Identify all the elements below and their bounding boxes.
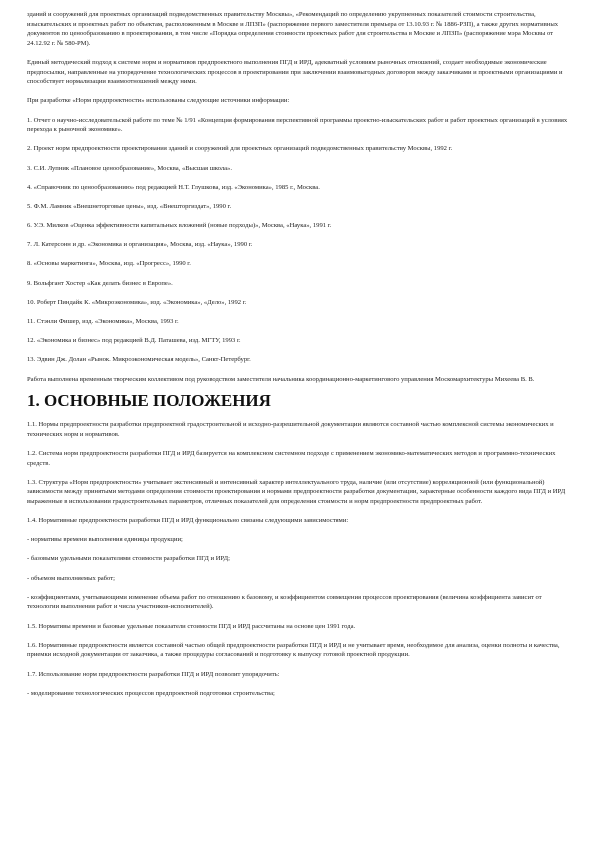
provision-item: 1.5. Нормативы времени и базовые удельные показатели стоимости ПГД и ИРД рассчитаны на основе цен 1991 года. (27, 622, 356, 630)
source-item: 9. Вольфгант Хостер «Как делать бизнес в Европе». (27, 279, 173, 287)
intro-paragraph: зданий и сооружений для проектных организаций подведомственных правительству Москвы», «Рекомендаций по определению укрупненных показателей стоимости строительства, изыскательских и проектных работ по объектам, расположенным в Москве и ЛПЗП» (распоряжение первого заместителя премьера от 13.10.93 г. № 1886-РЗП), а также других нормативных документов по ценообразованию в проектировании, в том числе «Порядка определения стоимости проектных работ для строительства в Москве и ЛПЗП» (распоряжение мэра Москвы от 24.12.92 г. № 580-РМ). (27, 11, 559, 47)
source-item: 8. «Основы маркетинга», Москва, изд. «Прогресс», 1990 г. (27, 260, 191, 268)
source-item: 10. Роберт Пиндайк К. «Микроэкономика», изд. «Экономика», «Дело», 1992 г. (27, 298, 247, 306)
source-item: 11. Стэнли Фишер, изд. «Экономика», Москва, 1993 г. (27, 318, 179, 325)
provision-item: 1.1. Нормы предпроектности разработки предпроектной градостроительной и исходно-разрешительной документации являются составной частью комплексной системы экономических и технических норм и нормативов. (27, 421, 554, 438)
credits-paragraph: Работа выполнена временным творческим коллективом под руководством заместителя начальника координационно-маркетингового управления Москомархитектуры Михеева В. В. (27, 375, 535, 383)
sources-intro: При разработке «Норм предпроектности» использованы следующие источники информации: (27, 97, 290, 105)
provision-item: 1.4. Нормативные предпроектности разработки ПГД и ИРД функционально связаны следующими зависимостями: (27, 517, 349, 525)
source-item: 13. Эдвин Дж. Долан «Рынок. Микроэкономическая модель», Санкт-Петербург. (27, 356, 251, 364)
source-item: 3. С.И. Лупник «Плановое ценообразование», Москва, «Высшая школа». (27, 164, 233, 172)
provision-item: 1.3. Структура «Норм предпроектности» учитывает экстенсивный и интенсивный характер интеллектуального труда, наличие (или отсутствие) корреляционной (или функциональной) зависимости между принятыми методами определения стоимости проектирования и нормами предпроектности разработки документации, характерные особенности каждого вида ПГД и ИРД выраженные в использовании градостроительных параметров, отличных показателей для определения стоимости и норм предпроектности предпроектных работ. (27, 478, 566, 505)
source-item: 4. «Справочник по ценообразованию» под редакцией Н.Т. Глушкова, изд. «Экономика», 1985 г., Москва. (27, 183, 320, 191)
provision-item: - нормативы времени выполнения единицы продукции; (27, 536, 183, 544)
provision-item: 1.7. Использование норм предпроектности разработки ПГД и ИРД позволит упорядочить: (27, 670, 280, 678)
provision-item: - моделирование технологических процессов предпроектной подготовки строительства; (27, 689, 275, 697)
source-item: 1. Отчет о научно-исследовательской работе по теме № 1/91 «Концепция формирования перспективной программы проектно-изыскательских работ и работ проектных организаций в условиях перехода к рыночной экономике». (27, 116, 568, 134)
provision-item: - объемом выполняемых работ; (27, 574, 115, 582)
provision-item: - базовыми удельными показателями стоимости разработки ПГД и ИРД; (27, 555, 230, 563)
provisions-list (27, 420, 569, 698)
source-item: 2. Проект норм предпроектности проектирования зданий и сооружений для проектных организаций подведомственных правительству Москвы, 1992 г. (27, 145, 453, 153)
section-heading: 1. ОСНОВНЫЕ ПОЛОЖЕНИЯ (27, 391, 271, 411)
sources-list (27, 116, 569, 365)
provision-item: 1.2. Система норм предпроектности разработки ПГД и ИРД базируется на комплексном системном подходе с применением экономико-математических методов и программно-технических средств. (27, 449, 556, 467)
source-item: 6. У.Э. Милков «Оценка эффективности капитальных вложений (новые подходы)», Москва, «Наука», 1991 г. (27, 222, 332, 230)
intro-paragraph: Единый методический подход к системе норм и нормативов предпроектного выполнения ПГД и ИРД, адекватный условиям рыночных отношений, создает необходимые экономические предпосылки, направленные на упорядочение технологических процессов в проектировании при заключении взаимовыгодных договоров между заказчиками и проектными организациями и способствует нормализации взаимоотношений между ними. (27, 58, 563, 86)
provision-item: - коэффициентами, учитывающими изменение объема работ по отношению к базовому, и коэффициентом совмещения процессов проектирования (величина коэффициента зависит от технологии выполнения работ и числа участников-исполнителей). (27, 593, 542, 611)
document-page (27, 10, 569, 708)
source-item: 7. Л. Катерсонн и др. «Экономика и организация», Москва, изд. «Наука», 1990 г. (27, 241, 253, 249)
source-item: 5. Ф.М. Ламник «Внешнеторговые цены», изд. «Внешторгиздат», 1990 г. (27, 202, 232, 210)
provision-item: 1.6. Нормативные предпроектности является составной частью общей предпроектности разработки ПГД и ИРД и не учитывает время, необходимое для анализа, оценки полноты и качества, приемки исходной документации от заказчика, а также процедуры согласований и подготовку к выпуску готовой проектной продукции. (27, 641, 560, 659)
source-item: 12. «Экономика и бизнес» под редакцией В.Д. Паташева, изд. МГТУ, 1993 г. (27, 337, 241, 345)
